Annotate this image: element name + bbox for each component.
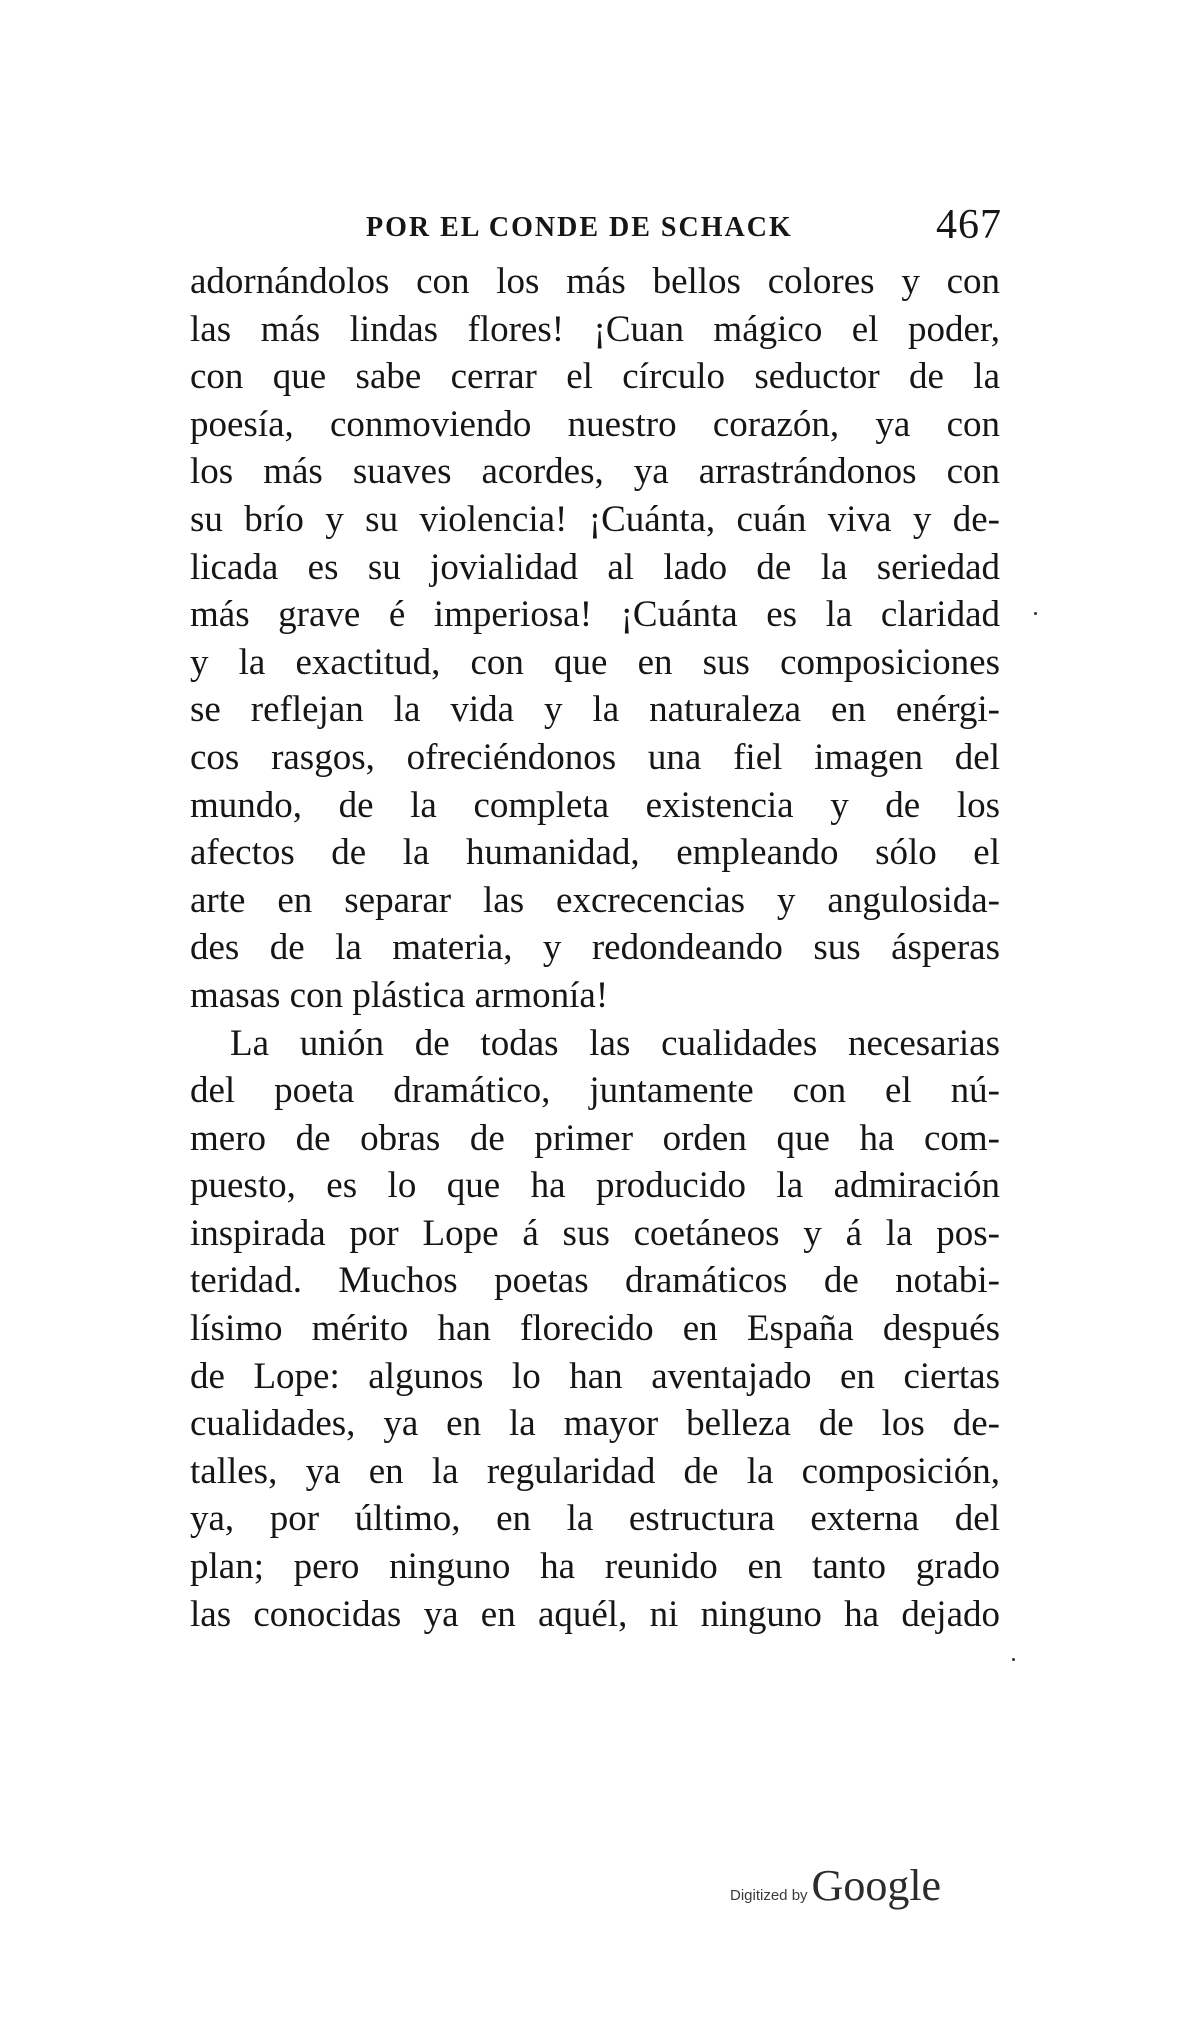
text-line: su brío y su violencia! ¡Cuánta, cuán viva y de- [190, 498, 1000, 540]
text-line: cualidades, ya en la mayor belleza de los de- [190, 1403, 1000, 1445]
text-line: ya, por último, en la estructura externa del [190, 1498, 1000, 1540]
scan-speck [1034, 612, 1037, 615]
text-line: poesía, conmoviendo nuestro corazón, ya con [190, 403, 1000, 445]
text-line: los más suaves acordes, ya arrastrándonos con [190, 451, 1000, 493]
text-line: adornándolos con los más bellos colores y con [190, 261, 1000, 302]
digitized-label: Digitized by [730, 1887, 808, 1904]
page-number: 467 [936, 202, 1002, 248]
paragraph-start-line: La unión de todas las cualidades necesarias [230, 1022, 1000, 1064]
text-line: del poeta dramático, juntamente con el nú- [190, 1070, 1000, 1112]
text-line: más grave é imperiosa! ¡Cuánta es la claridad [190, 594, 1000, 636]
text-line: las conocidas ya en aquél, ni ninguno ha dejado [190, 1593, 1000, 1635]
text-line: se reflejan la vida y la naturaleza en enérgi- [190, 689, 1000, 731]
running-title: POR EL CONDE DE SCHACK [366, 212, 793, 243]
text-line: mundo, de la completa existencia y de los [190, 784, 1000, 826]
text-line: inspirada por Lope á sus coetáneos y á la pos- [190, 1212, 1000, 1254]
body-text [190, 258, 1000, 1638]
paragraph-end-line: masas con plástica armonía! [190, 974, 609, 1016]
text-line: talles, ya en la regularidad de la composición, [190, 1450, 1000, 1492]
text-line: afectos de la humanidad, empleando sólo el [190, 832, 1000, 874]
text-line: arte en separar las excrecencias y angulosida- [190, 879, 1000, 921]
text-line: plan; pero ninguno ha reunido en tanto grado [190, 1546, 1000, 1588]
text-line: y la exactitud, con que en sus composiciones [190, 641, 1000, 683]
digitized-watermark [730, 1860, 941, 1911]
text-line: cos rasgos, ofreciéndonos una fiel imagen del [190, 736, 1000, 778]
scan-speck [1012, 1658, 1015, 1661]
text-line: des de la materia, y redondeando sus ásperas [190, 927, 1000, 969]
text-line: lísimo mérito han florecido en España después [190, 1308, 1000, 1350]
text-line: teridad. Muchos poetas dramáticos de notabi- [190, 1260, 1000, 1302]
text-line: con que sabe cerrar el círculo seductor de la [190, 356, 1000, 398]
text-line: de Lope: algunos lo han aventajado en ciertas [190, 1355, 1000, 1397]
text-line: las más lindas flores! ¡Cuan mágico el poder, [190, 308, 1000, 350]
google-logo-text: Google [811, 1861, 942, 1910]
text-line: puesto, es lo que ha producido la admiración [190, 1165, 1000, 1207]
text-line: licada es su jovialidad al lado de la seriedad [190, 546, 1000, 588]
text-line: mero de obras de primer orden que ha com- [190, 1117, 1000, 1159]
